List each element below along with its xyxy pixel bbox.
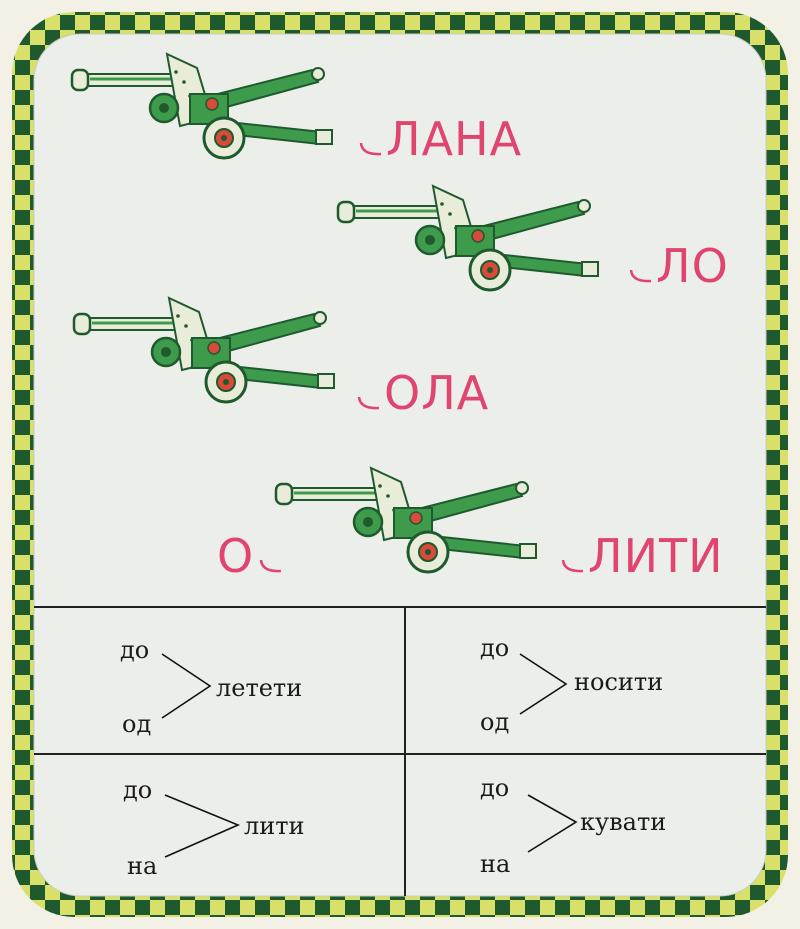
prefix-top: до	[480, 634, 510, 662]
prefix-bottom: од	[480, 708, 510, 736]
word-lana: ЛАНА	[358, 116, 522, 162]
prefix-top: до	[120, 636, 150, 664]
prefix-top: до	[480, 774, 510, 802]
arc-gap-icon	[560, 552, 586, 574]
prefix-bottom: на	[127, 852, 158, 880]
word-liti: ЛИТИ	[560, 533, 724, 579]
arc-gap-icon	[356, 389, 382, 411]
word-root: летети	[216, 674, 303, 702]
prefix-bottom: на	[480, 850, 511, 878]
word-root: лити	[244, 812, 305, 840]
word-root: кувати	[580, 808, 667, 836]
arc-gap-icon	[258, 552, 284, 574]
word-o-prefix: О	[217, 533, 286, 579]
prefix-bottom: од	[122, 710, 152, 738]
word-ola: ОЛА	[356, 370, 489, 416]
arc-gap-icon	[358, 135, 384, 157]
word-lo: ЛО	[628, 243, 729, 289]
prefix-top: до	[123, 776, 153, 804]
word-root: носити	[574, 668, 664, 696]
arc-gap-icon	[628, 262, 654, 284]
